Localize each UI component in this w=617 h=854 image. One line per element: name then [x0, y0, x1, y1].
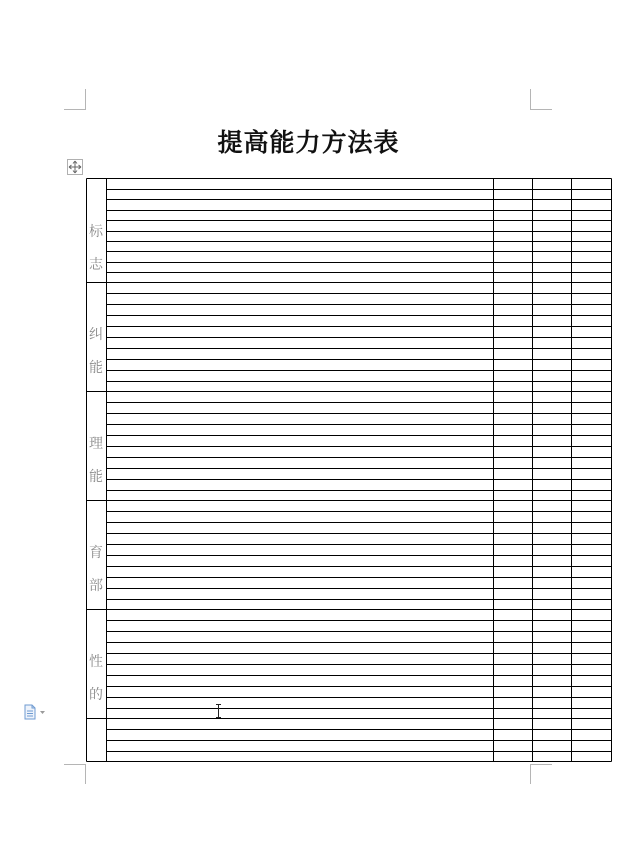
section-label-3-char-1: 理 [89, 436, 103, 452]
paste-options-icon[interactable] [23, 704, 47, 720]
section-label-2-char-2: 能 [89, 360, 103, 376]
section-label-1-char-1: 标 [89, 224, 103, 240]
ibeam-cursor-icon [216, 704, 221, 718]
section-label-5-char-2: 的 [89, 687, 103, 703]
section-label-5-char-1: 性 [89, 654, 103, 670]
section-label-2-char-1: 纠 [89, 327, 103, 343]
section-label-3-char-2: 能 [89, 469, 103, 485]
section-label-1-char-2: 志 [89, 257, 103, 273]
document-title: 提高能力方法表 [217, 128, 400, 157]
section-label-4-char-1: 育 [89, 545, 103, 561]
margin-marker [613, 448, 617, 488]
section-label-4-char-2: 部 [89, 578, 103, 594]
